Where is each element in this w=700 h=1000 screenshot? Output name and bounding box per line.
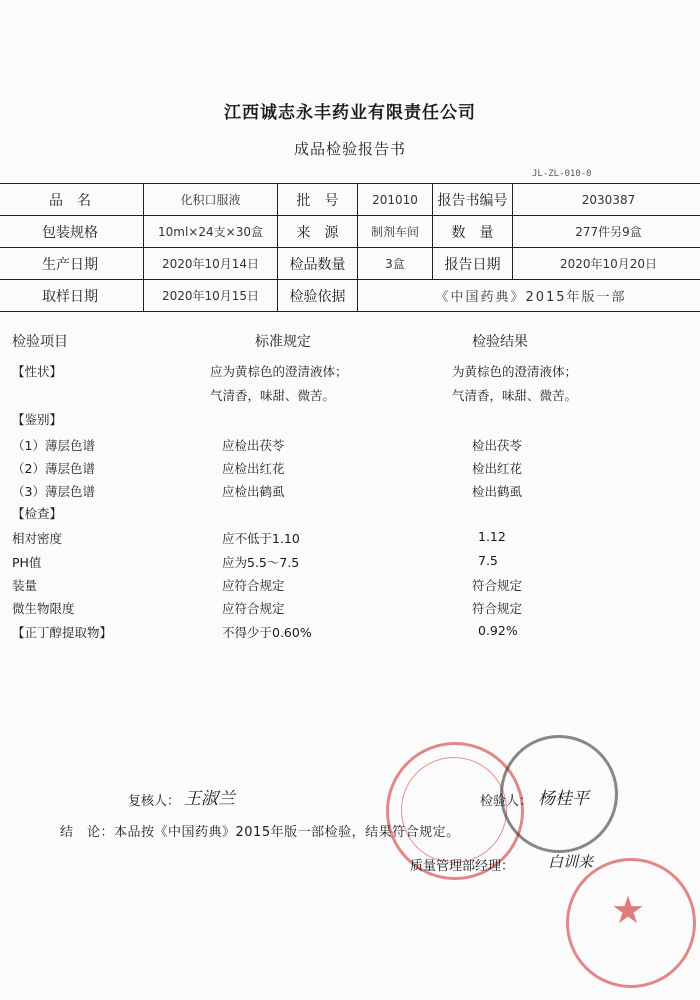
result-appearance-2: 气清香，味甜、微苦。 [452,388,578,403]
reviewer-label: 复核人： [128,794,181,809]
item-relative-density: 相对密度 [12,531,63,546]
value-package-spec: 10ml×24支×30盒 [144,216,278,248]
header-standard: 标准规定 [255,334,311,350]
label-sample-quantity: 检品数量 [278,248,358,280]
standard-tlc-2: 应检出红花 [222,461,285,476]
value-report-no: 2030387 [513,184,700,216]
label-test-basis: 检验依据 [278,280,358,312]
qa-manager-label: 质量管理部经理： [410,859,515,874]
standard-tlc-1: 应检出茯苓 [222,438,285,453]
item-tlc-1: （1）薄层色谱 [12,438,95,453]
result-ph: 7.5 [478,553,498,568]
value-sample-quantity: 3盒 [358,248,433,280]
buyer-qa-stamp [566,858,696,988]
item-tlc-2: （2）薄层色谱 [12,461,95,476]
info-row-product [0,184,700,216]
value-report-date: 2020年10月20日 [513,248,700,280]
value-batch-no: 201010 [358,184,433,216]
header-test-item: 检验项目 [12,334,68,350]
item-identification: 【鉴别】 [12,412,63,427]
header-result: 检验结果 [472,334,528,350]
label-package-spec: 包装规格 [0,216,144,248]
result-appearance-1: 为黄棕色的澄清液体； [452,364,578,379]
info-row-basis [0,280,700,312]
item-tlc-3: （3）薄层色谱 [12,484,95,499]
result-tlc-1: 检出茯苓 [472,438,523,453]
result-tlc-3: 检出鹤虱 [472,484,523,499]
inspector-label: 检验人： [480,794,533,809]
item-fill-volume: 装量 [12,578,38,593]
standard-appearance-2: 气清香，味甜、微苦。 [210,388,336,403]
value-sampling-date: 2020年10月15日 [144,280,278,312]
label-source: 来 源 [278,216,358,248]
value-quantity: 277件另9盒 [513,216,700,248]
label-product-name: 品 名 [0,184,144,216]
company-name: 江西诚志永丰药业有限责任公司 [224,103,476,123]
value-source: 制剂车间 [358,216,433,248]
item-appearance: 【性状】 [12,364,63,379]
standard-fill-volume: 应符合规定 [222,578,285,593]
company-qc-stamp-inner-ring [401,757,507,863]
label-report-date: 报告日期 [433,248,513,280]
result-relative-density: 1.12 [478,529,506,544]
inspector-signature: 杨桂平 [538,789,589,809]
standard-appearance-1: 应为黄棕色的澄清液体； [210,364,348,379]
label-production-date: 生产日期 [0,248,144,280]
value-product-name: 化积口服液 [144,184,278,216]
result-tlc-2: 检出红花 [472,461,523,476]
item-inspection: 【检查】 [12,506,63,521]
document-title: 成品检验报告书 [293,140,406,158]
result-fill-volume: 符合规定 [472,578,523,593]
standard-butanol-extract: 不得少于0.60% [222,625,312,640]
info-row-dates [0,248,700,280]
label-sampling-date: 取样日期 [0,280,144,312]
standard-microbial-limit: 应符合规定 [222,601,285,616]
label-batch-no: 批 号 [278,184,358,216]
item-butanol-extract: 【正丁醇提取物】 [12,625,113,640]
conclusion-text: 结 论：本品按《中国药典》2015年版一部检验，结果符合规定。 [60,825,460,840]
result-butanol-extract: 0.92% [478,623,518,638]
document-code: JL-ZL-010-0 [532,169,592,179]
label-report-no: 报告书编号 [433,184,513,216]
item-microbial-limit: 微生物限度 [12,601,75,616]
label-quantity: 数 量 [433,216,513,248]
standard-ph: 应为5.5～7.5 [222,555,300,570]
star-icon: ★ [611,888,646,932]
value-test-basis: 《中国药典》2015年版一部 [358,280,700,312]
qa-manager-signature: 白训来 [548,853,594,871]
standard-tlc-3: 应检出鹤虱 [222,484,285,499]
standard-relative-density: 应不低于1.10 [222,531,300,546]
info-table [0,183,700,312]
item-ph: PH值 [12,555,42,570]
info-row-package [0,216,700,248]
reviewer-signature: 王淑兰 [184,789,235,809]
result-microbial-limit: 符合规定 [472,601,523,616]
value-production-date: 2020年10月14日 [144,248,278,280]
